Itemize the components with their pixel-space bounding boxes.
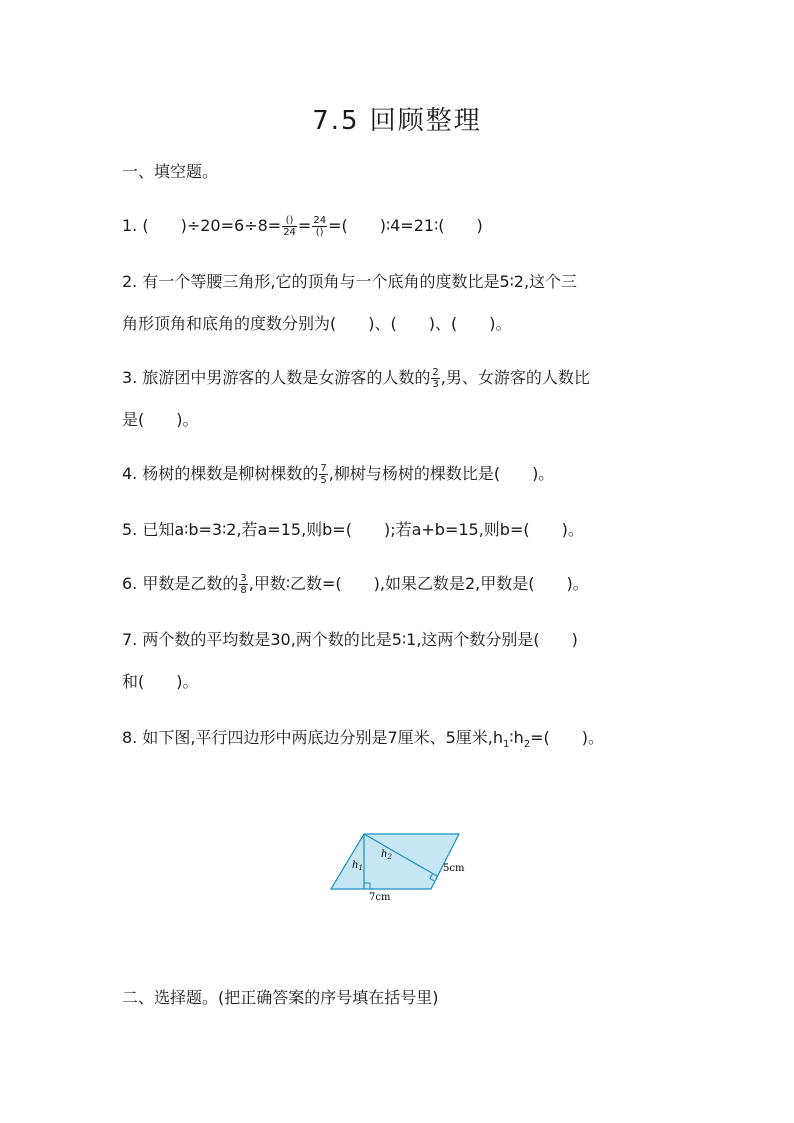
- question-5: 5. 已知a∶b=3∶2,若a=15,则b=( );若a+b=15,则b=( )。: [122, 520, 584, 539]
- q1-fraction-2-numerator: 24: [313, 215, 327, 226]
- question-2-line-1: 2. 有一个等腰三角形,它的顶角与一个底角的度数比是5∶2,这个三: [122, 272, 578, 291]
- question-8: [122, 726, 604, 757]
- q3-fraction: [431, 367, 439, 390]
- q1-fraction-2-denominator: (): [315, 227, 324, 238]
- question-7-line-2: 和( )。: [122, 672, 199, 691]
- q1-fraction-1-denominator: 24: [283, 227, 296, 238]
- parallelogram-diagram: [326, 826, 476, 906]
- q1-equals: =: [297, 216, 312, 235]
- question-3-line-1: [122, 366, 590, 390]
- base-length-label: 7cm: [369, 892, 391, 903]
- parallelogram-figure: [326, 826, 476, 910]
- q8-text-b: =( )。: [530, 728, 604, 747]
- q4-fraction-numerator: 7: [320, 463, 327, 474]
- q3-text-a: 3. 旅游团中男游客的人数是女游客的人数的: [122, 368, 431, 387]
- question-1: [122, 214, 483, 238]
- q1-text-a: 1. ( )÷20=6÷8=: [122, 216, 282, 235]
- section-fill-in-heading: 一、填空题。: [122, 162, 219, 181]
- q1-text-b: =( )∶4=21∶( ): [328, 216, 483, 235]
- q1-fraction-1: [282, 215, 297, 238]
- question-7-line-1: 7. 两个数的平均数是30,两个数的比是5∶1,这两个数分别是( ): [122, 630, 578, 649]
- q3-fraction-numerator: 2: [432, 367, 439, 378]
- q8-text-a: 8. 如下图,平行四边形中两底边分别是7厘米、5厘米,h: [122, 728, 504, 747]
- q3-fraction-denominator: 3: [432, 379, 439, 390]
- question-2-line-2: 角形顶角和底角的度数分别为( )、( )、( )。: [122, 314, 512, 333]
- question-6: [122, 572, 589, 596]
- question-4: [122, 462, 554, 486]
- q8-ratio-mid: ∶h: [509, 728, 524, 747]
- side-length-label: 5cm: [443, 863, 465, 874]
- question-3-line-2: 是( )。: [122, 410, 199, 429]
- parallelogram-shape: [331, 834, 459, 889]
- q1-fraction-1-numerator: (): [282, 215, 297, 227]
- h1-letter: h: [352, 860, 359, 871]
- q4-text-b: ,柳树与杨树的棵数比是( )。: [328, 464, 555, 483]
- q4-fraction-denominator: 5: [320, 475, 327, 486]
- q6-text-a: 6. 甲数是乙数的: [122, 574, 239, 593]
- q4-text-a: 4. 杨树的棵数是柳树棵数的: [122, 464, 319, 483]
- q8-sub-2: 2: [523, 739, 531, 751]
- h2-letter: h: [381, 849, 388, 860]
- q8-sub-1: 1: [503, 739, 510, 751]
- q1-fraction-2: [312, 215, 327, 238]
- page-title: 7.5 回顾整理: [312, 106, 482, 136]
- q4-fraction: [319, 463, 327, 486]
- section-choice-heading: 二、选择题。(把正确答案的序号填在括号里): [122, 988, 439, 1007]
- h1-subscript: 1: [358, 864, 363, 872]
- q6-fraction-denominator: 8: [240, 585, 247, 596]
- h2-subscript: 2: [387, 853, 392, 861]
- q6-fraction: [239, 573, 247, 596]
- q3-text-b: ,男、女游客的人数比: [440, 368, 590, 387]
- q6-fraction-numerator: 3: [240, 573, 247, 584]
- q6-text-b: ,甲数∶乙数=( ),如果乙数是2,甲数是( )。: [248, 574, 589, 593]
